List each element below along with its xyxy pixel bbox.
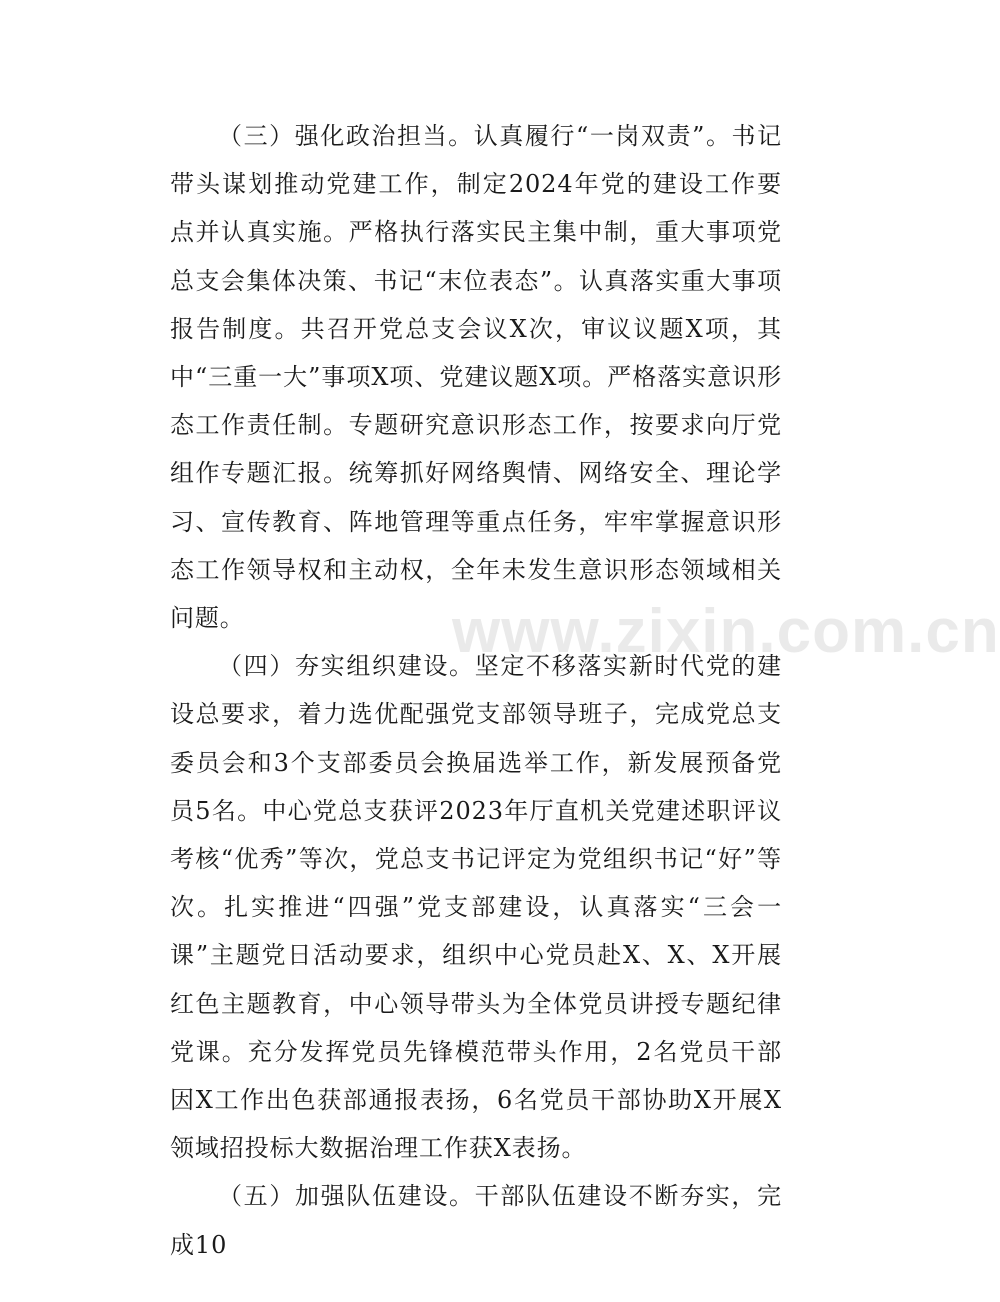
paragraph-section-3: （三）强化政治担当。认真履行“一岗双责”。书记带头谋划推动党建工作，制定2024年党的建设工作要点并认真实施。严格执行落实民主集中制，重大事项党总支会集体决策、书记“末位表态”。认真落实重大事项报告制度。共召开党总支会议X次，审议议题X项，其中“三重一大”事项X项、党建议题X项。严格落实意识形态工作责任制。专题研究意识形态工作，按要求向厅党组作专题汇报。统筹抓好网络舆情、网络安全、理论学习、宣传教育、阵地管理等重点任务，牢牢掌握意识形态工作领导权和主动权，全年未发生意识形态领域相关问题。 (170, 122, 782, 633)
paragraph-section-4: （四）夯实组织建设。坚定不移落实新时代党的建设总要求，着力选优配强党支部领导班子，完成党总支委员会和3个支部委员会换届选举工作，新发展预备党员5名。中心党总支获评2023年厅直机关党建述职评议考核“优秀”等次，党总支书记评定为党组织书记“好”等次。扎实推进“四强”党支部建设，认真落实“三会一课”主题党日活动要求，组织中心党员赴X、X、X开展红色主题教育，中心领导带头为全体党员讲授专题纪律党课。充分发挥党员先锋模范带头作用，2名党员干部因X工作出色获部通报表扬，6名党员干部协助X开展X领域招投标大数据治理工作获X表扬。 (170, 652, 782, 1163)
document-body (170, 112, 782, 1269)
watermark: www.zixin.com.cn (452, 597, 1000, 666)
paragraph-section-5: （五）加强队伍建设。干部队伍建设不断夯实，完成10 (170, 1182, 782, 1259)
